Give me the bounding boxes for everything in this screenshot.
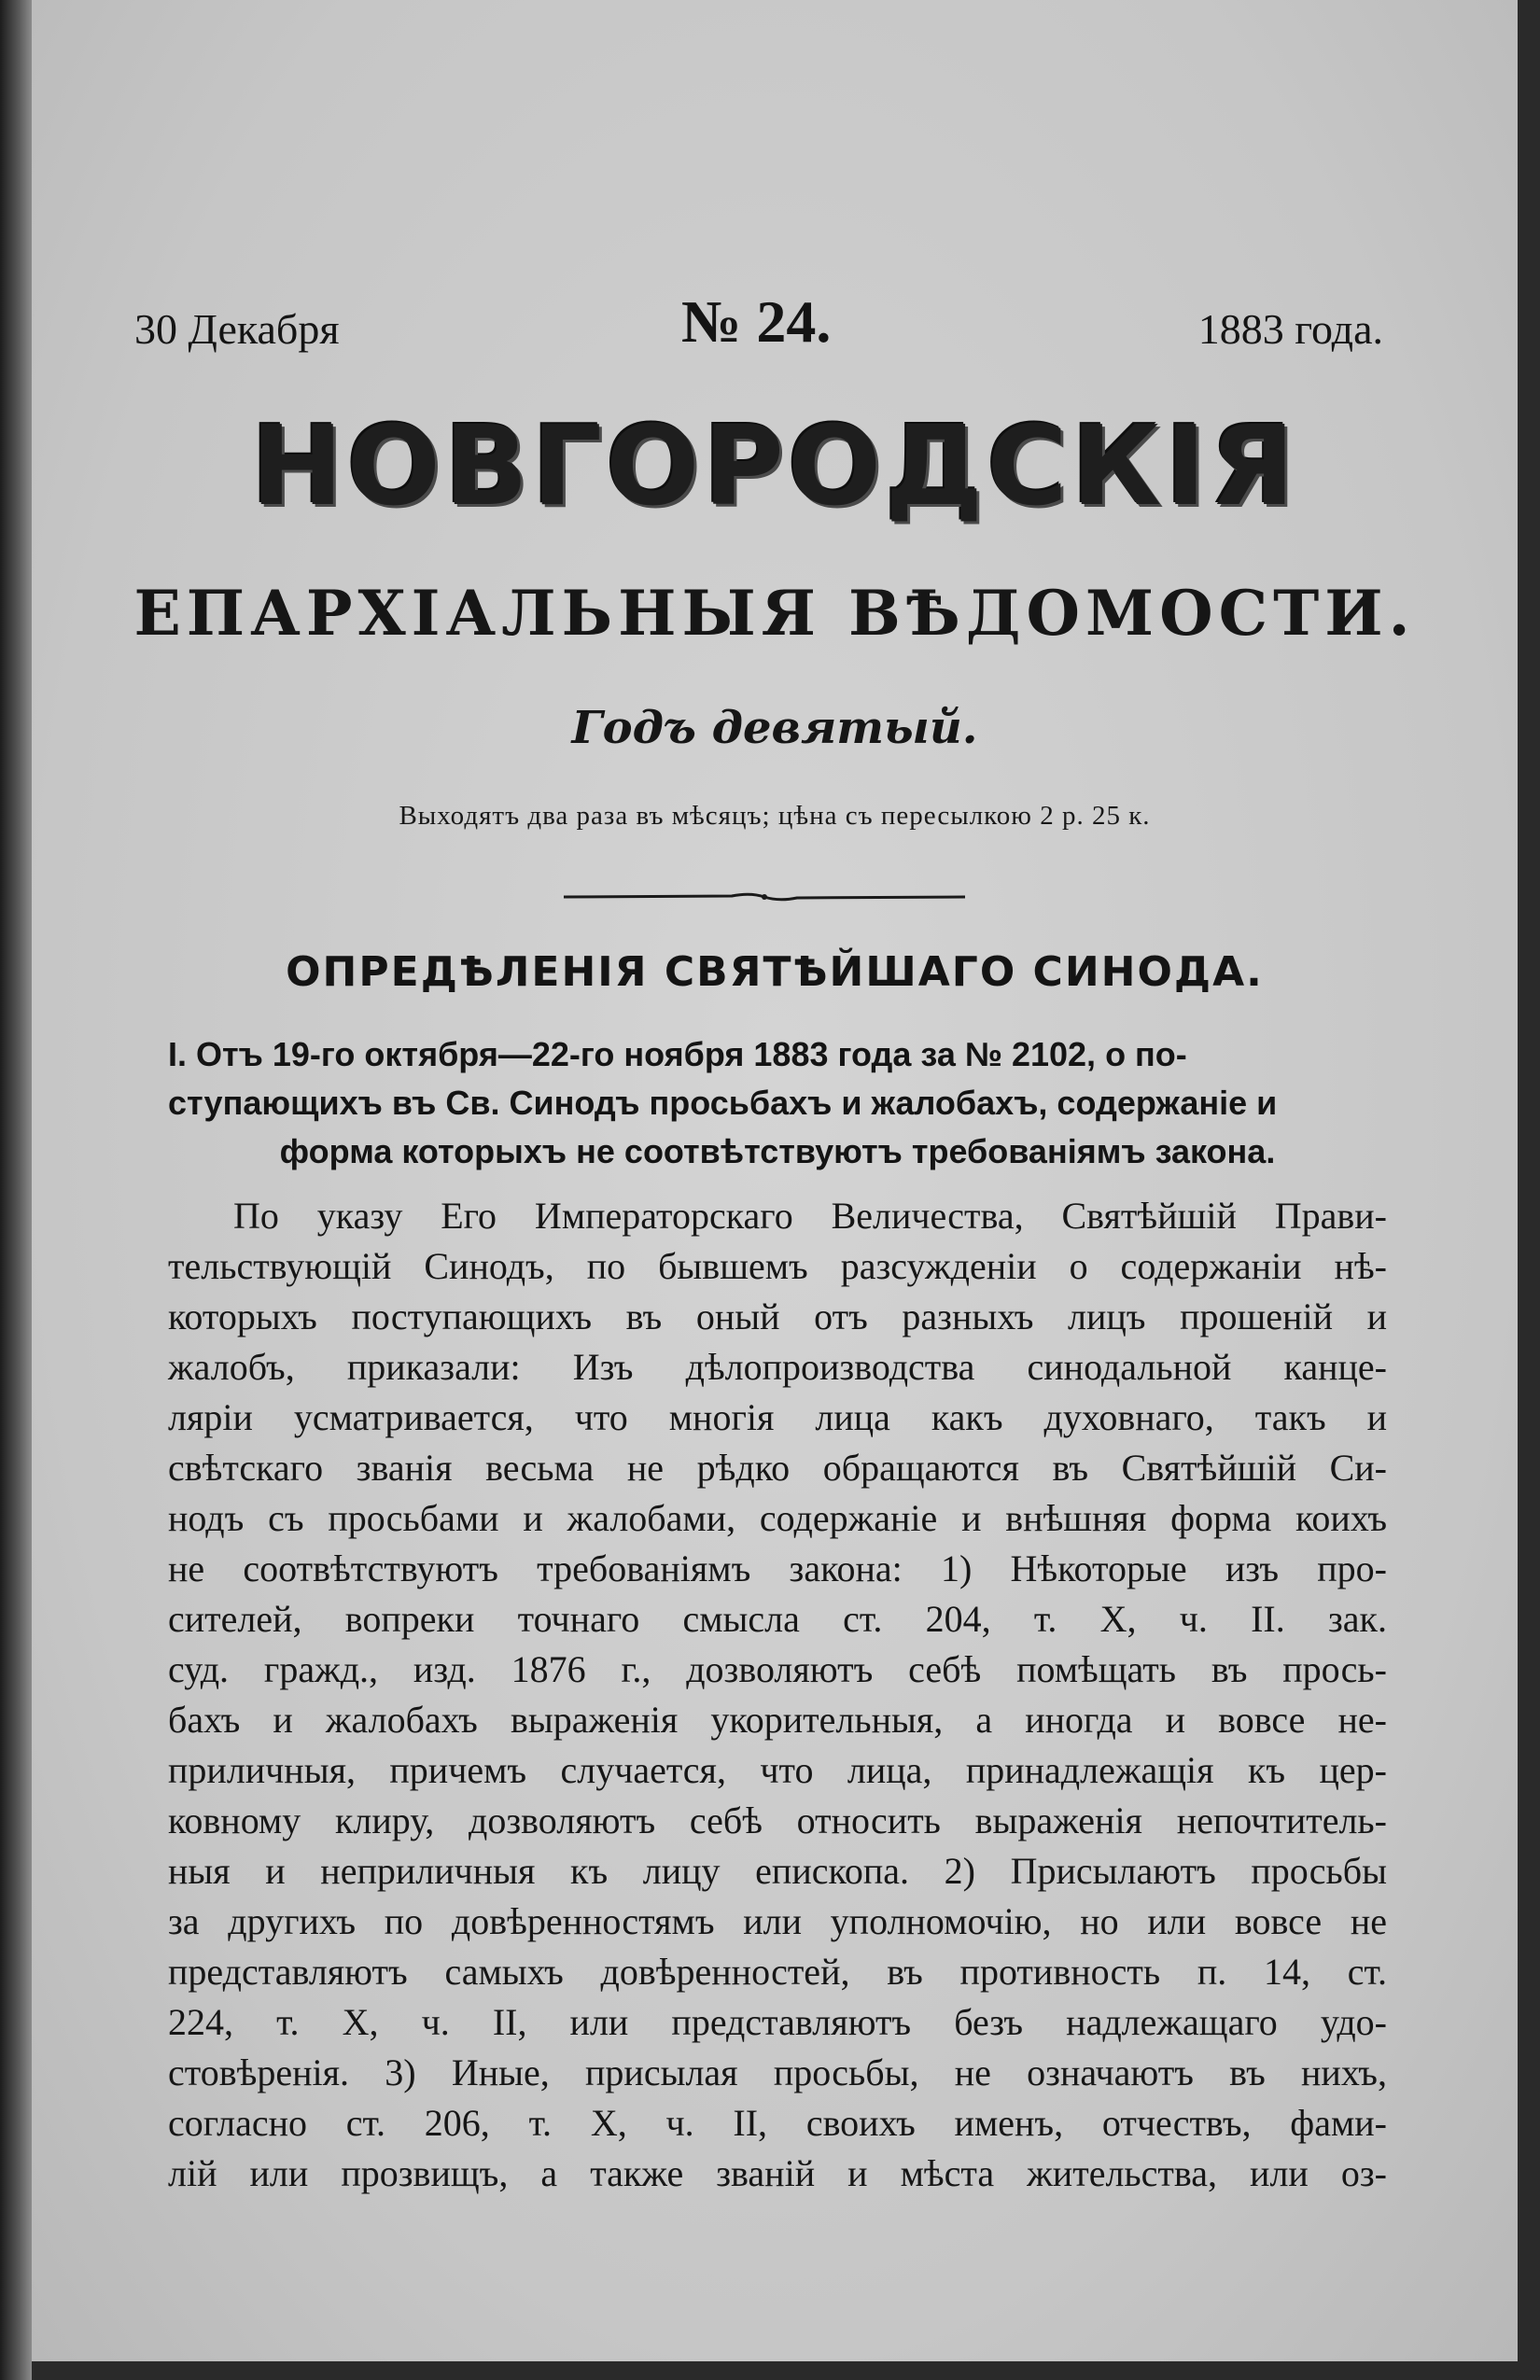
article-heading [168, 1030, 1387, 1176]
body-line: тельствующій Синодъ, по бывшемъ разсужденіи о содержаніи нѣ- [168, 1245, 1387, 1287]
body-line: сителей, вопреки точнаго смысла ст. 204, т. X, ч. II. зак. [168, 1598, 1387, 1640]
body-line: 224, т. X, ч. II, или представляютъ безъ надлежащаго удо- [168, 2001, 1387, 2043]
issue-number: № 24. [681, 288, 832, 355]
body-line: лій или прозвищъ, а также званій и мѣста жительства, или оз- [168, 2152, 1387, 2194]
article-body [168, 1191, 1387, 2199]
masthead-title: НОВГОРОДСКІЯ [250, 401, 1299, 530]
body-line: По указу Его Императорскаго Величества, Святѣйшій Прави- [233, 1195, 1387, 1237]
book-binding-edge [0, 0, 32, 2380]
body-line: бахъ и жалобахъ выраженія укорительныя, а иногда и вовсе не- [168, 1699, 1387, 1741]
body-line: стовѣренія. 3) Иные, присылая просьбы, не означаютъ въ нихъ, [168, 2051, 1387, 2093]
body-line: которыхъ поступающихъ въ оный отъ разныхъ лицъ прошеній и [168, 1295, 1387, 1337]
masthead-year-label: Годъ девятый. [571, 702, 978, 754]
ornamental-divider [564, 892, 965, 902]
body-line: жалобъ, приказали: Изъ дѣлопроизводства синодальной канце- [168, 1346, 1387, 1388]
publication-info: Выходятъ два раза въ мѣсяцъ; цѣна съ пересылкою 2 р. 25 к. [399, 801, 1151, 831]
issue-date: 30 Декабря [134, 305, 340, 353]
masthead-subtitle: ЕПАРХІАЛЬНЫЯ ВѢДОМОСТИ. [133, 577, 1416, 650]
body-line: представляютъ самыхъ довѣренностей, въ противность п. 14, ст. [168, 1951, 1387, 1993]
body-line: приличныя, причемъ случается, что лица, принадлежащія къ цер- [168, 1749, 1387, 1791]
body-line: свѣтскаго званія весьма не рѣдко обращаются въ Святѣйшій Си- [168, 1447, 1387, 1489]
article-heading-line: I. Отъ 19-го октября—22-го ноября 1883 года за № 2102, о по- [168, 1035, 1187, 1073]
article-heading-line: ступающихъ въ Св. Синодъ просьбахъ и жалобахъ, содержаніе и [168, 1084, 1278, 1122]
body-line: суд. гражд., изд. 1876 г., дозволяютъ себѣ помѣщать въ прось- [168, 1648, 1387, 1690]
newspaper-page [32, 0, 1518, 2361]
article-heading-line: форма которыхъ не соотвѣтствуютъ требованіямъ закона. [279, 1132, 1276, 1170]
body-line: за другихъ по довѣренностямъ или уполномочію, но или вовсе не [168, 1900, 1387, 1942]
section-title: ОПРЕДѢЛЕНІЯ СВЯТѢЙШАГО СИНОДА. [286, 948, 1264, 996]
body-line: нодъ съ просьбами и жалобами, содержаніе и внѣшняя форма коихъ [168, 1497, 1387, 1539]
body-line: ковному клиру, дозволяютъ себѣ относить выраженія непочтитель- [168, 1799, 1387, 1841]
body-line: ныя и неприличныя къ лицу епископа. 2) Присылаютъ просьбы [168, 1850, 1387, 1892]
body-line: согласно ст. 206, т. X, ч. II, своихъ именъ, отчествъ, фами- [168, 2102, 1387, 2144]
body-line: не соотвѣтствуютъ требованіямъ закона: 1) Нѣкоторые изъ про- [168, 1547, 1387, 1589]
body-line: ляріи усматривается, что многія лица какъ духовнаго, такъ и [168, 1396, 1387, 1438]
issue-header [134, 287, 1383, 371]
issue-year: 1883 года. [1197, 305, 1383, 353]
